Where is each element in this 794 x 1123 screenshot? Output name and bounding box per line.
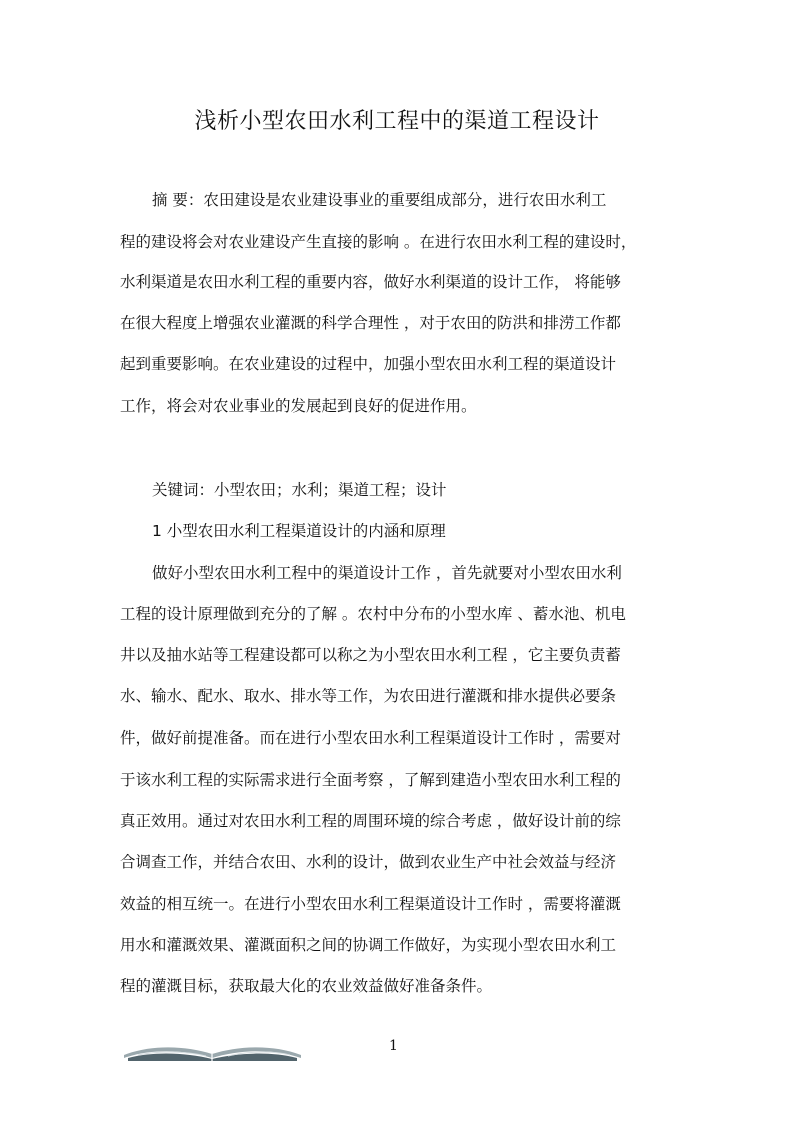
body-line-8: 合调查工作，并结合农田、水利的设计，做到农业生产中社会效益与经济 <box>120 853 617 871</box>
abstract-line-6: 工作，将会对农业事业的发展起到良好的促进作用。 <box>120 397 477 415</box>
abstract-line-3: 水利渠道是农田水利工程的重要内容，做好水利渠道的设计工作， 将能够 <box>120 273 621 291</box>
body-line-11: 程的灌溉目标，获取最大化的农业效益做好准备条件。 <box>120 977 493 995</box>
body-line-10: 用水和灌溉效果、灌溉面积之间的协调工作做好，为实现小型农田水利工 <box>120 936 617 954</box>
abstract-line-4: 在很大程度上增强农业灌溉的科学合理性 ，对于农田的防洪和排涝工作都 <box>120 314 621 332</box>
abstract-line-2: 程的建设将会对农业建设产生直接的影响 。在进行农田水利工程的建设时， <box>120 233 637 251</box>
keywords-line: 关键词：小型农田；水利；渠道工程；设计 <box>152 481 447 499</box>
body-line-3: 井以及抽水站等工程建设都可以称之为小型农田水利工程 ，它主要负责蓄 <box>120 646 621 664</box>
page-footer <box>0 1030 794 1090</box>
body-line-2: 工程的设计原理做到充分的了解 。农村中分布的小型水库 、蓄水池、机电 <box>120 605 626 623</box>
body-line-1: 做好小型农田水利工程中的渠道设计工作 ，首先就要对小型农田水利 <box>152 564 622 582</box>
body-line-4: 水、输水、配水、取水、排水等工作，为农田进行灌溉和排水提供必要条 <box>120 687 617 705</box>
body-line-9: 效益的相互统一。在进行小型农田水利工程渠道设计工作时 ，需要将灌溉 <box>120 895 621 913</box>
body-line-7: 真正效用。通过对农田水利工程的周围环境的综合考虑 ，做好设计前的综 <box>120 812 621 830</box>
body-line-6: 于该水利工程的实际需求进行全面考察 ，了解到建造小型农田水利工程的 <box>120 771 621 789</box>
page-number: 1 <box>389 1038 398 1054</box>
body-line-5: 件，做好前提准备。而在进行小型农田水利工程渠道设计工作时 ，需要对 <box>120 729 621 747</box>
abstract-line-1: 摘 要：农田建设是农业建设事业的重要组成部分，进行农田水利工 <box>152 191 607 209</box>
document-title: 浅析小型农田水利工程中的渠道工程设计 <box>194 109 600 134</box>
open-book-icon <box>120 1038 305 1062</box>
abstract-line-5: 起到重要影响。在农业建设的过程中，加强小型农田水利工程的渠道设计 <box>120 355 617 373</box>
section-heading: 1 小型农田水利工程渠道设计的内涵和原理 <box>152 522 446 540</box>
